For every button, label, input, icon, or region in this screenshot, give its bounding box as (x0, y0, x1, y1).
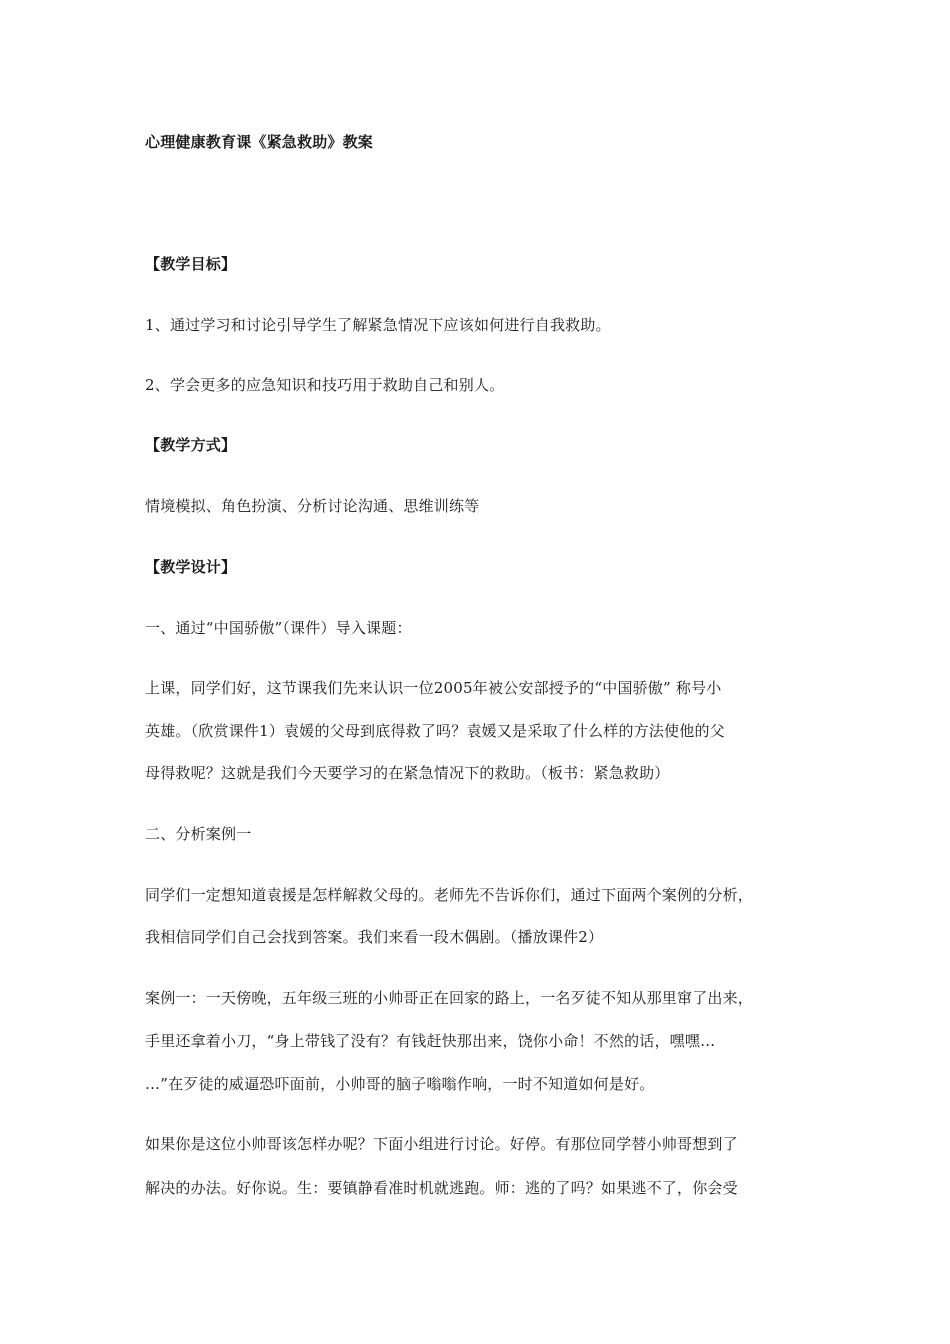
step-1-heading: 一、通过“中国骄傲”（课件）导入课题： (145, 619, 412, 637)
paragraph-3-line-1: 案例一：一天傍晚，五年级三班的小帅哥正在回家的路上，一名歹徒不知从那里窜了出来， (145, 989, 754, 1007)
paragraph-4-line-2: 解决的办法。好你说。生：要镇静看准时机就逃跑。师：逃的了吗？如果逃不了，你会受 (145, 1179, 738, 1197)
method-heading: 【教学方式】 (145, 436, 237, 454)
paragraph-1-line-1: 上课，同学们好，这节课我们先来认识一位2005年被公安部授予的“中国骄傲” 称号小 (145, 679, 722, 697)
paragraph-3-line-3: …”在歹徒的威逼恐吓面前，小帅哥的脑子嗡嗡作响，一时不知道如何是好。 (145, 1075, 655, 1093)
paragraph-2-line-2: 我相信同学们自己会找到答案。我们来看一段木偶剧。（播放课件2） (145, 928, 604, 946)
paragraph-1-line-2: 英雄。（欣赏课件1）袁媛的父母到底得救了吗？袁媛又是采取了什么样的方法使他的父 (145, 722, 725, 740)
objective-2: 2、学会更多的应急知识和技巧用于救助自己和别人。 (145, 376, 505, 394)
objective-1: 1、通过学习和讨论引导学生了解紧急情况下应该如何进行自我救助。 (145, 316, 611, 334)
paragraph-3-line-2: 手里还拿着小刀，“身上带钱了没有？有钱赶快那出来，饶你小命！不然的话，嘿嘿… (145, 1032, 716, 1050)
step-2-heading: 二、分析案例一 (145, 825, 252, 843)
objectives-heading: 【教学目标】 (145, 255, 237, 273)
paragraph-4-line-1: 如果你是这位小帅哥该怎样办呢？下面小组进行讨论。好停。有那位同学替小帅哥想到了 (145, 1135, 738, 1153)
paragraph-1-line-3: 母得救呢？这就是我们今天要学习的在紧急情况下的救助。（板书：紧急救助） (145, 764, 670, 782)
document-title: 心理健康教育课《紧急救助》教案 (145, 133, 374, 151)
design-heading: 【教学设计】 (145, 558, 237, 576)
method-text: 情境模拟、角色扮演、分析讨论沟通、思维训练等 (145, 497, 480, 515)
paragraph-2-line-1: 同学们一定想知道袁援是怎样解救父母的。老师先不告诉你们，通过下面两个案例的分析， (145, 886, 754, 904)
